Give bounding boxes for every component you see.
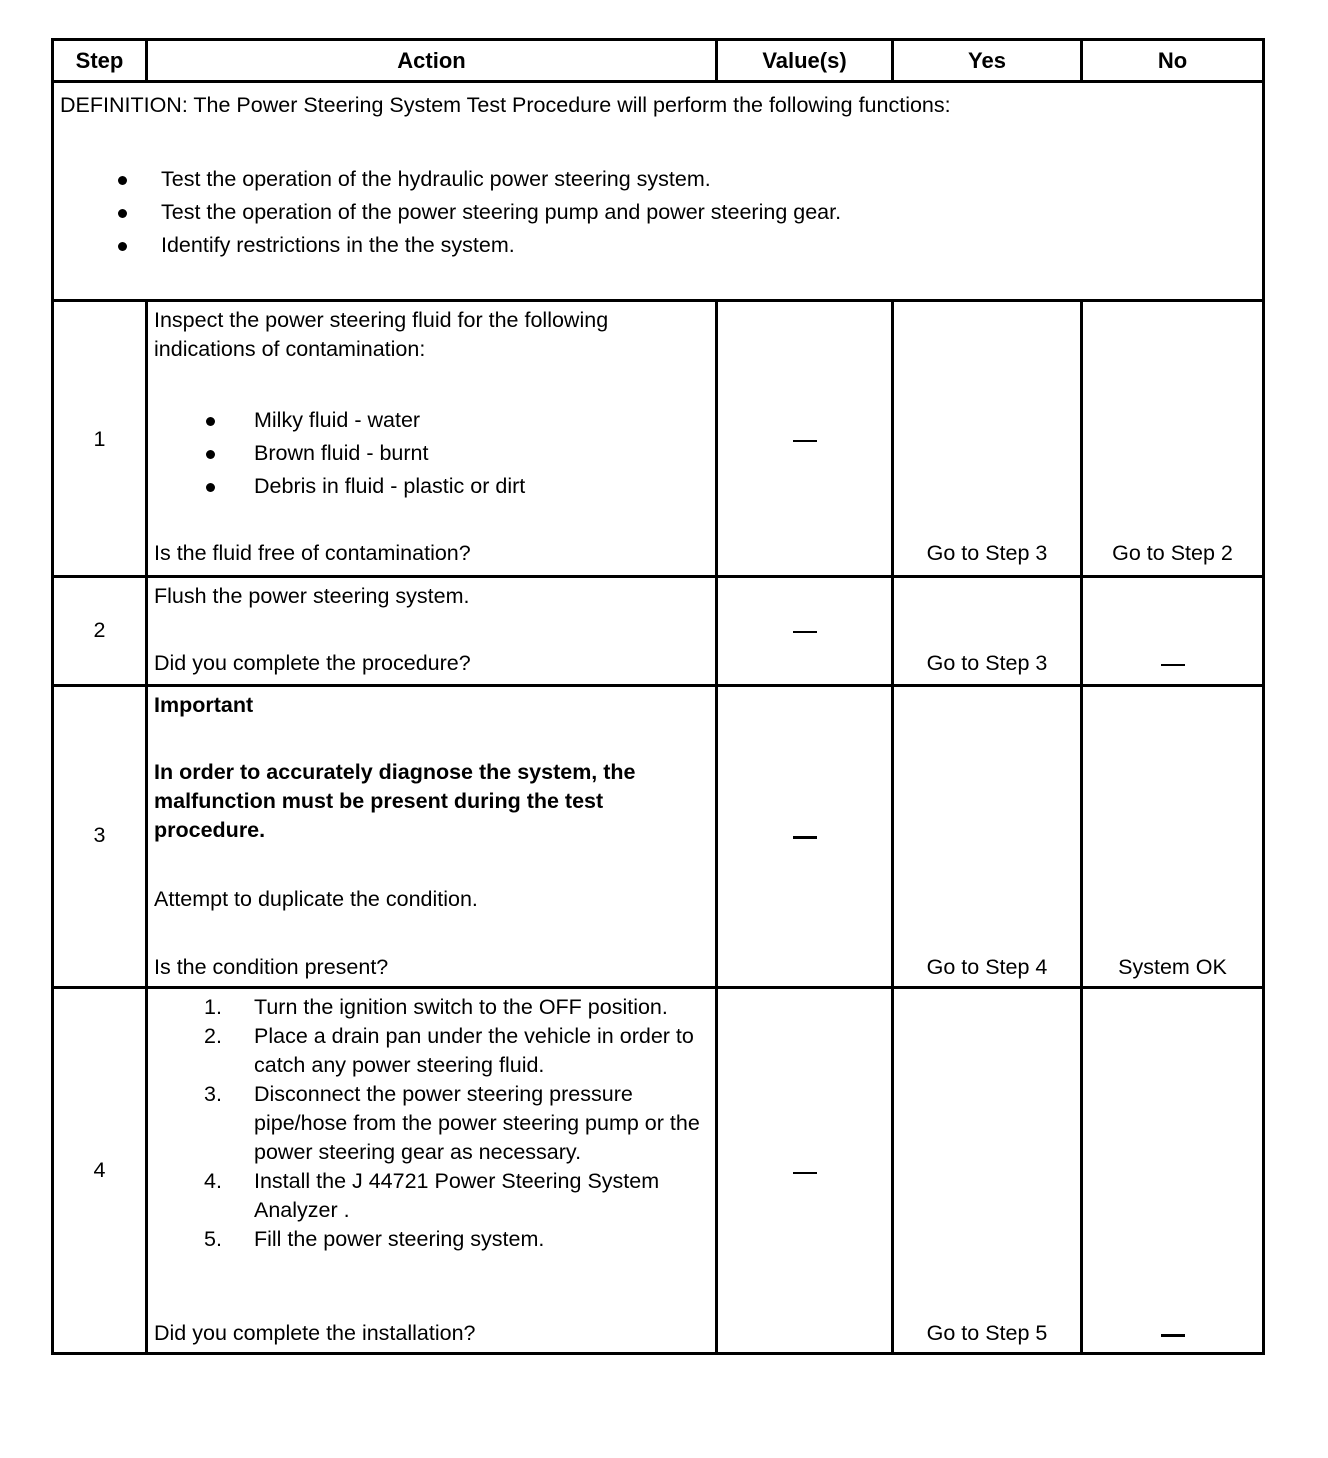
value-dash — [718, 426, 891, 455]
yes-link[interactable]: Go to Step 4 — [926, 955, 1048, 979]
important-text: In order to accurately diagnose the system, the malfunction must be present during the test procedure. — [154, 760, 636, 842]
important-label: Important — [154, 693, 254, 717]
action-question: Did you complete the procedure? — [154, 651, 471, 675]
action-cell — [145, 578, 715, 684]
definition-item: Identify restrictions in the the system. — [60, 229, 1256, 262]
action-cell — [145, 687, 715, 986]
yes-link[interactable]: Go to Step 3 — [926, 541, 1048, 565]
header-action: Action — [145, 41, 715, 80]
no-result: System OK — [1118, 955, 1227, 979]
no-cell — [1080, 989, 1262, 1352]
action-intro: Flush the power steering system. — [154, 584, 470, 608]
dash-icon — [793, 631, 817, 633]
value-cell — [715, 578, 891, 684]
action-cell — [145, 989, 715, 1352]
contamination-list — [154, 404, 709, 503]
definition-list — [60, 163, 1256, 262]
dash-icon — [1161, 1334, 1185, 1337]
list-item: 4. Install the J 44721 Power Steering System Analyzer . — [204, 1169, 660, 1222]
value-dash — [718, 822, 891, 851]
definition-text: DEFINITION: The Power Steering System Test Procedure will perform the following functions: — [60, 93, 951, 117]
no-cell — [1080, 578, 1262, 684]
step-number: 2 — [93, 618, 106, 642]
dash-icon — [1161, 664, 1185, 666]
no-cell — [1080, 687, 1262, 986]
list-item: 1. Turn the ignition switch to the OFF position. — [204, 995, 668, 1019]
dash-icon — [793, 1172, 817, 1174]
bullet-icon — [206, 417, 215, 426]
no-cell — [1080, 302, 1262, 575]
list-item: 5. Fill the power steering system. — [204, 1227, 545, 1251]
action-intro: Attempt to duplicate the condition. — [154, 887, 478, 911]
bullet-icon — [206, 483, 215, 492]
list-item: 2. Place a drain pan under the vehicle in order to catch any power steering fluid. — [204, 1024, 694, 1077]
action-question: Did you complete the installation? — [154, 1321, 476, 1345]
table-row-step-2 — [54, 575, 1262, 684]
table-row-step-4 — [54, 986, 1262, 1352]
definition-cell — [54, 83, 1262, 299]
step-number-cell — [54, 989, 145, 1352]
bullet-icon — [118, 176, 127, 185]
action-cell — [145, 302, 715, 575]
bullet-icon — [206, 450, 215, 459]
list-item: Brown fluid - burnt — [154, 437, 709, 470]
list-item: Debris in fluid - plastic or dirt — [154, 470, 709, 503]
definition-row — [54, 80, 1262, 299]
list-item: 3. Disconnect the power steering pressure pipe/hose from the power steering pump or the power steering gear as necessary. — [204, 1082, 700, 1164]
value-cell — [715, 302, 891, 575]
step-number: 1 — [93, 427, 106, 451]
table-header-row — [54, 41, 1262, 80]
header-no: No — [1080, 41, 1262, 80]
action-intro: Inspect the power steering fluid for the following indications of contamination: — [154, 308, 609, 361]
header-values: Value(s) — [715, 41, 891, 80]
step-number: 3 — [93, 823, 106, 847]
step-number-cell — [54, 302, 145, 575]
no-dash — [1083, 1320, 1262, 1349]
yes-cell — [891, 989, 1080, 1352]
yes-link[interactable]: Go to Step 5 — [926, 1321, 1048, 1345]
list-item: Milky fluid - water — [154, 404, 709, 437]
dash-icon — [793, 440, 817, 442]
definition-item: Test the operation of the power steering pump and power steering gear. — [60, 196, 1256, 229]
step-number: 4 — [93, 1158, 106, 1182]
value-cell — [715, 687, 891, 986]
action-question: Is the condition present? — [154, 955, 389, 979]
definition-item: Test the operation of the hydraulic power steering system. — [60, 163, 1256, 196]
table-row-step-1 — [54, 299, 1262, 575]
value-dash — [718, 1158, 891, 1187]
action-question: Is the fluid free of contamination? — [154, 541, 471, 565]
bullet-icon — [118, 209, 127, 218]
step-number-cell — [54, 687, 145, 986]
header-step: Step — [75, 48, 124, 73]
yes-cell — [891, 302, 1080, 575]
installation-steps — [154, 993, 714, 1254]
yes-link[interactable]: Go to Step 3 — [926, 651, 1048, 675]
no-link[interactable]: Go to Step 2 — [1112, 541, 1233, 565]
no-dash — [1083, 650, 1262, 679]
yes-cell — [891, 687, 1080, 986]
yes-cell — [891, 578, 1080, 684]
bullet-icon — [118, 242, 127, 251]
value-cell — [715, 989, 891, 1352]
dash-icon — [793, 836, 817, 839]
value-dash — [718, 617, 891, 646]
table-row-step-3 — [54, 684, 1262, 986]
header-yes: Yes — [891, 41, 1080, 80]
diagnostic-table — [51, 38, 1265, 1355]
step-number-cell — [54, 578, 145, 684]
